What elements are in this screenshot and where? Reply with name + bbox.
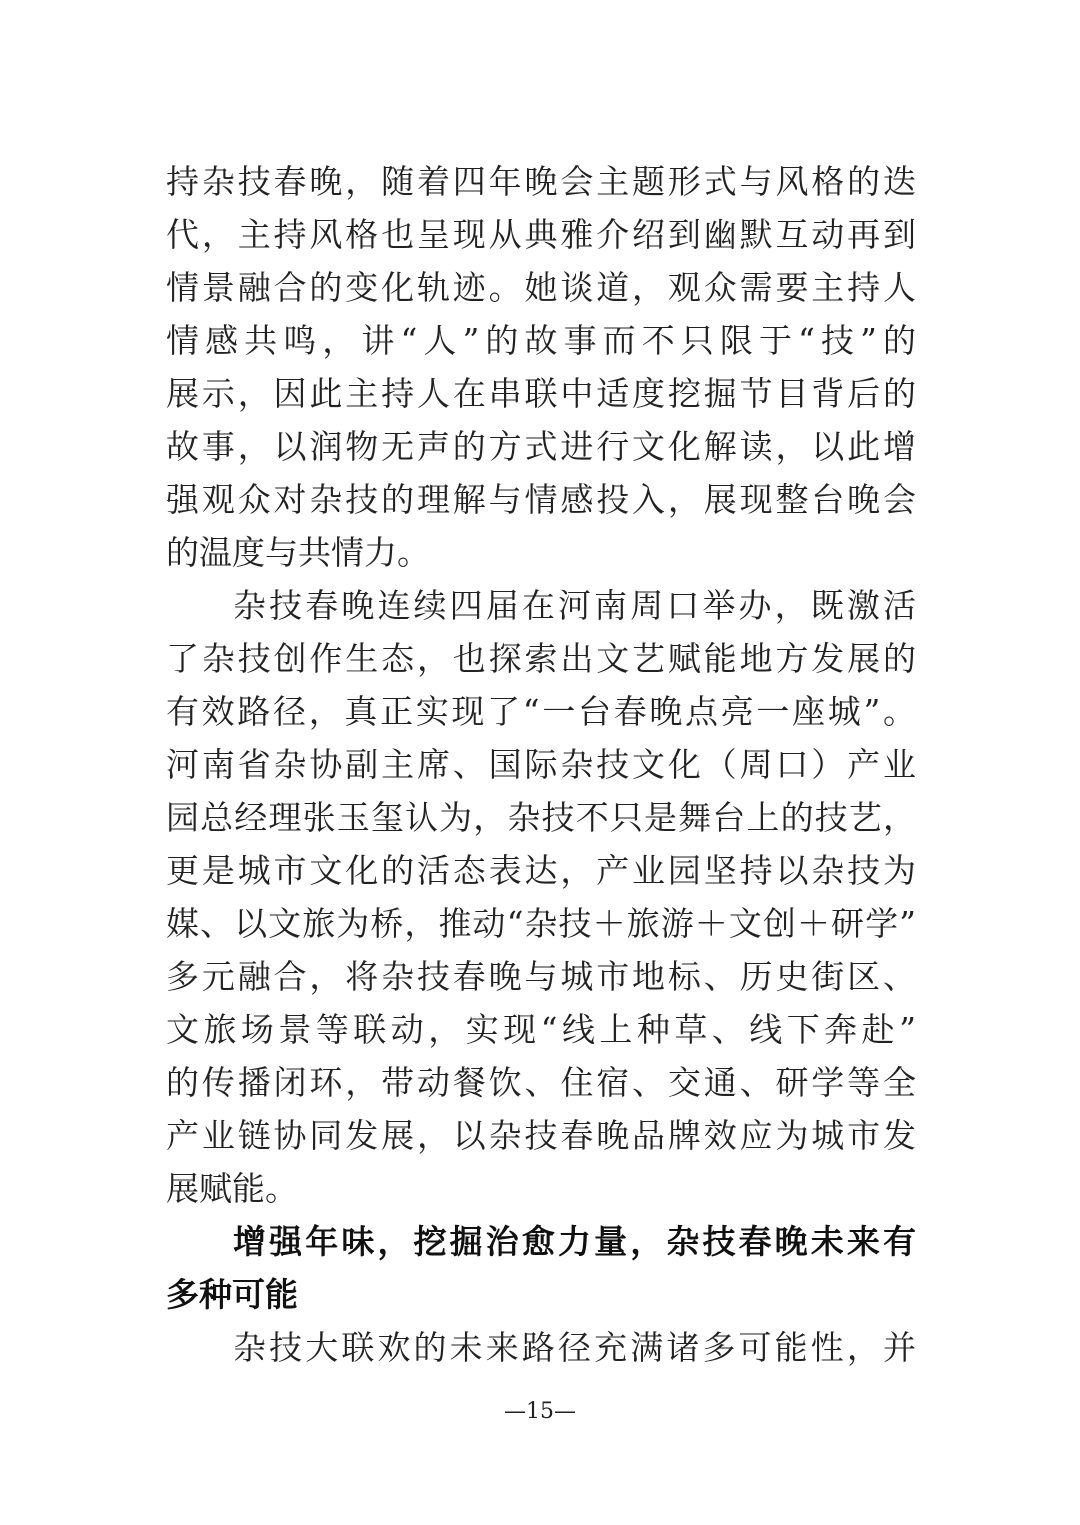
body-text-line: 河南省杂协副主席、国际杂技文化（周口）产业 [166, 745, 916, 784]
body-text-line: 园总经理张玉玺认为，杂技不只是舞台上的技艺， [166, 798, 916, 837]
body-text-line: 多元融合，将杂技春晚与城市地标、历史街区、 [166, 957, 916, 996]
body-text-line: 强观众对杂技的理解与情感投入，展现整台晚会 [166, 480, 916, 519]
body-text-line: 情景融合的变化轨迹。她谈道，观众需要主持人 [166, 268, 916, 307]
body-text-line: 产业链协同发展，以杂技春晚品牌效应为城市发 [166, 1116, 916, 1155]
body-text-line: 代，主持风格也呈现从典雅介绍到幽默互动再到 [166, 215, 916, 254]
body-text-line: 的温度与共情力。 [166, 533, 430, 572]
body-text-line: 展示，因此主持人在串联中适度挖掘节目背后的 [166, 374, 916, 413]
body-text-line: 的传播闭环，带动餐饮、住宿、交通、研学等全 [166, 1063, 916, 1102]
body-text-line: 情感共鸣，讲“人”的故事而不只限于“技”的 [166, 321, 916, 360]
page-number: —15— [504, 1399, 576, 1424]
paragraph-first-line: 杂技大联欢的未来路径充满诸多可能性，并 [233, 1328, 916, 1367]
body-text-line: 持杂技春晚，随着四年晚会主题形式与风格的迭 [166, 162, 916, 201]
body-text-line: 文旅场景等联动，实现“线上种草、线下奔赴” [166, 1010, 916, 1049]
section-heading-line: 增强年味，挖掘治愈力量，杂技春晚未来有 [233, 1222, 916, 1261]
body-text-line: 有效路径，真正实现了“一台春晚点亮一座城”。 [166, 692, 916, 731]
body-text-line: 媒、以文旅为桥，推动“杂技＋旅游＋文创＋研学” [166, 904, 916, 943]
section-heading-line: 多种可能 [166, 1275, 298, 1314]
body-text-line: 故事，以润物无声的方式进行文化解读，以此增 [166, 427, 916, 466]
body-text-line: 了杂技创作生态，也探索出文艺赋能地方发展的 [166, 639, 916, 678]
body-text-line: 展赋能。 [166, 1169, 298, 1208]
paragraph-first-line: 杂技春晚连续四届在河南周口举办，既激活 [233, 586, 916, 625]
body-text-line: 更是城市文化的活态表达，产业园坚持以杂技为 [166, 851, 916, 890]
